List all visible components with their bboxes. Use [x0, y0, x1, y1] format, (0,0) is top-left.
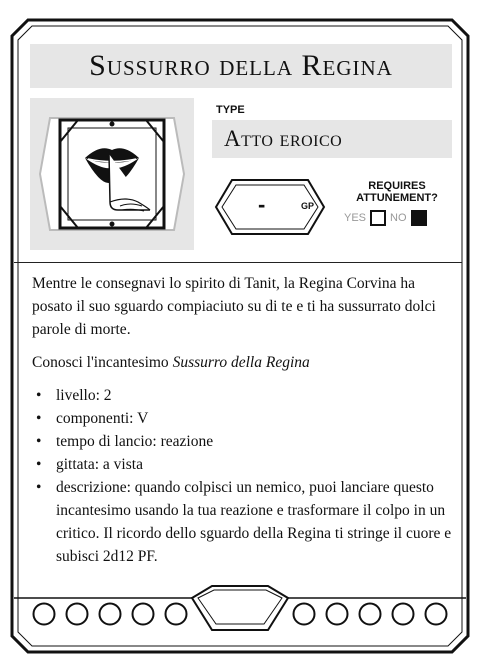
attunement-label-line1: REQUIRES [368, 180, 426, 192]
title-bar [30, 44, 452, 88]
property-level: • livello: 2 [56, 384, 452, 407]
attunement-label-line2: ATTUNEMENT? [356, 192, 438, 204]
flavor-text: Mentre le consegnavi lo spirito di Tanit, la Regina Corvina ha posato il suo sguardo compiaciuto su di te e ti ha sussurrato dolci parole di morte. [32, 275, 436, 338]
card-title: Sussurro della Regina [89, 49, 393, 82]
property-components: • componenti: V [56, 407, 452, 430]
spell-properties [32, 384, 452, 568]
spell-name: Sussurro della Regina [172, 354, 310, 371]
property-range: • gittata: a vista [56, 453, 452, 476]
attunement-options [344, 210, 431, 226]
attunement-no-label: NO [390, 212, 407, 224]
cost-unit: GP [301, 201, 315, 211]
type-label: TYPE [216, 104, 245, 116]
cost-value: - [258, 192, 266, 217]
property-description: • descrizione: quando colpisci un nemico, puoi lanciare questo incantesimo usando la tua reazione e trasformare il colpo in un critico. Il ricordo dello sguardo della Regina ti stringe il cuore e subisci 2d12 PF. [56, 476, 452, 568]
section-divider [14, 262, 462, 263]
spell-intro: Conosci l'incantesimo [32, 354, 169, 371]
attunement-yes-label: YES [344, 212, 367, 224]
type-bar [212, 120, 452, 158]
attunement-yes-checkbox[interactable] [370, 210, 386, 226]
attunement-label [352, 180, 442, 204]
spell-intro-line [32, 351, 452, 374]
type-value: Atto eroico [224, 126, 343, 151]
attunement-no-checkbox[interactable] [411, 210, 427, 226]
property-casting-time: • tempo di lancio: reazione [56, 430, 452, 453]
card-description [32, 272, 452, 568]
shush-lips-icon [30, 98, 194, 250]
